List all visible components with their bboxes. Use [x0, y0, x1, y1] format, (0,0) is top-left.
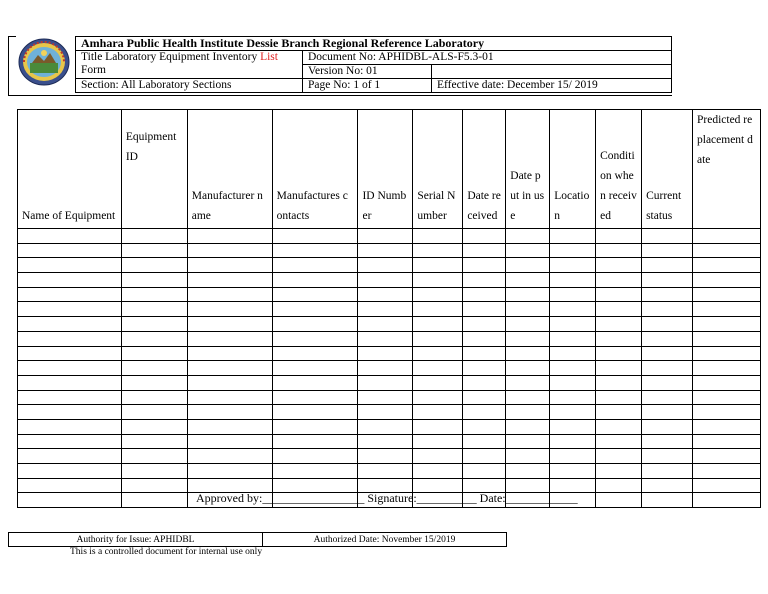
table-cell[interactable] [413, 405, 463, 420]
table-cell[interactable] [463, 434, 506, 449]
table-cell[interactable] [413, 434, 463, 449]
table-cell[interactable] [693, 317, 761, 332]
table-cell[interactable] [550, 243, 596, 258]
table-cell[interactable] [358, 258, 413, 273]
table-cell[interactable] [358, 390, 413, 405]
table-cell[interactable] [506, 375, 550, 390]
col-id-number: ID Number [358, 110, 413, 229]
table-cell[interactable] [463, 449, 506, 464]
table-cell[interactable] [358, 229, 413, 244]
table-cell[interactable] [463, 390, 506, 405]
table-cell[interactable] [121, 229, 187, 244]
table-cell[interactable] [642, 229, 693, 244]
table-cell[interactable] [358, 273, 413, 288]
table-cell[interactable] [413, 419, 463, 434]
table-cell[interactable] [187, 449, 272, 464]
table-cell[interactable] [506, 331, 550, 346]
table-cell[interactable] [18, 229, 122, 244]
table-cell[interactable] [550, 390, 596, 405]
table-cell[interactable] [358, 434, 413, 449]
table-cell[interactable] [413, 243, 463, 258]
table-cell[interactable] [642, 464, 693, 479]
table-cell[interactable] [642, 331, 693, 346]
table-cell[interactable] [187, 317, 272, 332]
table-cell[interactable] [693, 273, 761, 288]
authorized-date: Authorized Date: November 15/2019 [263, 533, 507, 547]
table-cell[interactable] [596, 361, 642, 376]
table-cell[interactable] [272, 243, 358, 258]
table-cell[interactable] [187, 464, 272, 479]
table-cell[interactable] [506, 243, 550, 258]
table-cell[interactable] [18, 405, 122, 420]
table-cell[interactable] [693, 258, 761, 273]
authority-for-issue: Authority for Issue: APHIDBL [9, 533, 263, 547]
table-cell[interactable] [596, 478, 642, 493]
table-cell[interactable] [358, 449, 413, 464]
table-cell[interactable] [506, 449, 550, 464]
table-row [18, 258, 761, 273]
table-cell[interactable] [596, 405, 642, 420]
table-cell[interactable] [413, 361, 463, 376]
table-cell[interactable] [693, 449, 761, 464]
section-label: Section: All Laboratory Sections [76, 79, 303, 93]
table-cell[interactable] [272, 229, 358, 244]
col-manufacturer-name: Manufacturer name [187, 110, 272, 229]
table-cell[interactable] [121, 331, 187, 346]
table-cell[interactable] [550, 287, 596, 302]
table-cell[interactable] [358, 419, 413, 434]
table-cell[interactable] [18, 419, 122, 434]
table-cell[interactable] [121, 405, 187, 420]
table-cell[interactable] [358, 317, 413, 332]
table-cell[interactable] [121, 317, 187, 332]
table-cell[interactable] [642, 390, 693, 405]
table-cell[interactable] [121, 390, 187, 405]
table-cell[interactable] [121, 375, 187, 390]
table-cell[interactable] [272, 346, 358, 361]
table-row [18, 243, 761, 258]
table-cell[interactable] [550, 464, 596, 479]
table-row [18, 449, 761, 464]
col-current-status: Current status [642, 110, 693, 229]
table-cell[interactable] [693, 287, 761, 302]
table-cell[interactable] [18, 302, 122, 317]
table-cell[interactable] [550, 434, 596, 449]
version-blank-cell [432, 65, 672, 79]
table-cell[interactable] [272, 258, 358, 273]
table-cell[interactable] [121, 493, 187, 508]
table-cell[interactable] [463, 361, 506, 376]
table-cell[interactable] [693, 493, 761, 508]
table-cell[interactable] [121, 419, 187, 434]
table-cell[interactable] [272, 375, 358, 390]
table-cell[interactable] [272, 361, 358, 376]
table-cell[interactable] [642, 243, 693, 258]
table-cell[interactable] [596, 229, 642, 244]
table-cell[interactable] [642, 493, 693, 508]
table-cell[interactable] [358, 331, 413, 346]
table-cell[interactable] [642, 478, 693, 493]
table-cell[interactable] [187, 302, 272, 317]
table-cell[interactable] [596, 317, 642, 332]
table-cell[interactable] [121, 287, 187, 302]
table-cell[interactable] [596, 449, 642, 464]
table-cell[interactable] [187, 258, 272, 273]
form-title-highlight: List [260, 51, 278, 63]
table-cell[interactable] [693, 361, 761, 376]
table-cell[interactable] [506, 419, 550, 434]
table-cell[interactable] [187, 405, 272, 420]
table-cell[interactable] [550, 273, 596, 288]
header-frame-bottom [8, 95, 672, 96]
table-cell[interactable] [18, 493, 122, 508]
document-number: Document No: APHIDBL-ALS-F5.3-01 [303, 51, 672, 65]
table-cell[interactable] [463, 346, 506, 361]
table-cell[interactable] [463, 229, 506, 244]
table-cell[interactable] [550, 405, 596, 420]
table-cell[interactable] [121, 361, 187, 376]
table-cell[interactable] [18, 317, 122, 332]
table-cell[interactable] [693, 478, 761, 493]
table-cell[interactable] [596, 258, 642, 273]
table-cell[interactable] [693, 464, 761, 479]
table-cell[interactable] [642, 317, 693, 332]
table-cell[interactable] [187, 243, 272, 258]
table-cell[interactable] [642, 346, 693, 361]
table-cell[interactable] [550, 346, 596, 361]
table-cell[interactable] [413, 273, 463, 288]
table-cell[interactable] [413, 302, 463, 317]
table-cell[interactable] [413, 464, 463, 479]
table-cell[interactable] [18, 390, 122, 405]
controlled-document-note: This is a controlled document for internal use only [70, 547, 263, 557]
table-cell[interactable] [358, 243, 413, 258]
col-predicted-replacement-date: Predicted replacement date [693, 110, 761, 229]
table-cell[interactable] [642, 287, 693, 302]
table-row [18, 361, 761, 376]
form-title-line2: Form [81, 64, 106, 76]
col-date-received: Date received [463, 110, 506, 229]
table-row [18, 229, 761, 244]
table-cell[interactable] [187, 229, 272, 244]
table-cell[interactable] [272, 331, 358, 346]
table-cell[interactable] [121, 302, 187, 317]
table-cell[interactable] [413, 317, 463, 332]
table-cell[interactable] [506, 464, 550, 479]
table-cell[interactable] [596, 375, 642, 390]
effective-date: Effective date: December 15/ 2019 [432, 79, 672, 93]
table-row [18, 346, 761, 361]
col-name-of-equipment: Name of Equipment [18, 110, 122, 229]
table-cell[interactable] [358, 464, 413, 479]
table-cell[interactable] [463, 375, 506, 390]
table-cell[interactable] [506, 287, 550, 302]
table-cell[interactable] [642, 273, 693, 288]
col-serial-number: Serial Number [413, 110, 463, 229]
table-cell[interactable] [272, 273, 358, 288]
table-cell[interactable] [506, 390, 550, 405]
table-cell[interactable] [358, 302, 413, 317]
table-cell[interactable] [693, 405, 761, 420]
table-cell[interactable] [506, 361, 550, 376]
table-cell[interactable] [272, 287, 358, 302]
table-cell[interactable] [358, 361, 413, 376]
table-cell[interactable] [463, 243, 506, 258]
table-cell[interactable] [358, 375, 413, 390]
table-row [18, 287, 761, 302]
table-cell[interactable] [596, 273, 642, 288]
table-cell[interactable] [506, 405, 550, 420]
table-cell[interactable] [693, 390, 761, 405]
table-row [18, 390, 761, 405]
table-cell[interactable] [187, 287, 272, 302]
table-cell[interactable] [187, 375, 272, 390]
table-cell[interactable] [550, 317, 596, 332]
table-cell[interactable] [506, 258, 550, 273]
equipment-inventory-table [17, 109, 761, 508]
table-cell[interactable] [463, 464, 506, 479]
table-cell[interactable] [18, 258, 122, 273]
inventory-header-row [18, 110, 761, 229]
table-cell[interactable] [272, 434, 358, 449]
table-cell[interactable] [550, 229, 596, 244]
table-cell[interactable] [121, 346, 187, 361]
table-cell[interactable] [18, 375, 122, 390]
table-cell[interactable] [18, 346, 122, 361]
col-condition-when-received: Condition when received [596, 110, 642, 229]
table-cell[interactable] [693, 243, 761, 258]
table-cell[interactable] [18, 331, 122, 346]
table-cell[interactable] [187, 361, 272, 376]
footer-table [8, 532, 507, 547]
table-cell[interactable] [121, 243, 187, 258]
table-row [18, 464, 761, 479]
table-cell[interactable] [18, 287, 122, 302]
table-row [18, 302, 761, 317]
col-equipment-id: Equipment ID [121, 110, 187, 229]
table-cell[interactable] [596, 346, 642, 361]
table-cell[interactable] [463, 273, 506, 288]
table-cell[interactable] [463, 331, 506, 346]
table-cell[interactable] [596, 419, 642, 434]
table-cell[interactable] [693, 346, 761, 361]
table-cell[interactable] [18, 478, 122, 493]
table-cell[interactable] [187, 390, 272, 405]
table-cell[interactable] [121, 464, 187, 479]
table-cell[interactable] [18, 273, 122, 288]
table-cell[interactable] [358, 287, 413, 302]
table-row [18, 419, 761, 434]
table-cell[interactable] [642, 258, 693, 273]
table-cell[interactable] [506, 317, 550, 332]
table-cell[interactable] [413, 346, 463, 361]
table-cell[interactable] [550, 258, 596, 273]
table-cell[interactable] [642, 434, 693, 449]
table-cell[interactable] [187, 346, 272, 361]
table-cell[interactable] [642, 419, 693, 434]
table-cell[interactable] [596, 331, 642, 346]
table-cell[interactable] [187, 434, 272, 449]
table-cell[interactable] [18, 361, 122, 376]
table-cell[interactable] [187, 331, 272, 346]
table-cell[interactable] [463, 302, 506, 317]
table-cell[interactable] [187, 273, 272, 288]
institute-seal-logo [16, 37, 72, 87]
table-cell[interactable] [272, 302, 358, 317]
table-cell[interactable] [693, 229, 761, 244]
table-cell[interactable] [18, 464, 122, 479]
table-cell[interactable] [642, 375, 693, 390]
table-cell[interactable] [272, 419, 358, 434]
table-cell[interactable] [550, 419, 596, 434]
approval-line: Approved by:_________________ Signature:__________ Date:____________ [196, 491, 578, 505]
table-cell[interactable] [463, 258, 506, 273]
institute-name: Amhara Public Health Institute Dessie Branch Regional Reference Laboratory [76, 37, 672, 51]
table-cell[interactable] [550, 331, 596, 346]
table-cell[interactable] [596, 390, 642, 405]
table-cell[interactable] [596, 434, 642, 449]
table-cell[interactable] [18, 243, 122, 258]
table-cell[interactable] [272, 464, 358, 479]
table-cell[interactable] [272, 449, 358, 464]
table-cell[interactable] [272, 390, 358, 405]
table-cell[interactable] [642, 449, 693, 464]
table-cell[interactable] [187, 419, 272, 434]
table-cell[interactable] [506, 273, 550, 288]
table-cell[interactable] [693, 331, 761, 346]
table-cell[interactable] [18, 449, 122, 464]
table-cell[interactable] [550, 361, 596, 376]
table-cell[interactable] [506, 229, 550, 244]
table-cell[interactable] [693, 419, 761, 434]
table-cell[interactable] [596, 493, 642, 508]
table-cell[interactable] [358, 405, 413, 420]
version-number: Version No: 01 [303, 65, 432, 79]
table-cell[interactable] [506, 434, 550, 449]
col-manufactures-contacts: Manufactures contacts [272, 110, 358, 229]
table-cell[interactable] [121, 478, 187, 493]
table-cell[interactable] [463, 405, 506, 420]
table-cell[interactable] [463, 317, 506, 332]
table-cell[interactable] [642, 361, 693, 376]
col-location: Location [550, 110, 596, 229]
header-frame-left [8, 36, 9, 96]
table-cell[interactable] [121, 434, 187, 449]
table-cell[interactable] [463, 419, 506, 434]
table-cell[interactable] [506, 346, 550, 361]
table-cell[interactable] [596, 243, 642, 258]
table-cell[interactable] [596, 464, 642, 479]
table-cell[interactable] [693, 302, 761, 317]
table-cell[interactable] [18, 434, 122, 449]
table-cell[interactable] [506, 302, 550, 317]
table-cell[interactable] [413, 331, 463, 346]
table-row [18, 405, 761, 420]
table-cell[interactable] [413, 258, 463, 273]
table-cell[interactable] [413, 229, 463, 244]
table-cell[interactable] [121, 273, 187, 288]
table-cell[interactable] [413, 390, 463, 405]
table-row [18, 317, 761, 332]
table-cell[interactable] [693, 434, 761, 449]
table-cell[interactable] [596, 302, 642, 317]
table-cell[interactable] [596, 287, 642, 302]
table-cell[interactable] [642, 405, 693, 420]
table-cell[interactable] [550, 302, 596, 317]
table-cell[interactable] [550, 449, 596, 464]
table-row [18, 331, 761, 346]
table-cell[interactable] [413, 287, 463, 302]
table-cell[interactable] [693, 375, 761, 390]
table-row [18, 375, 761, 390]
table-cell[interactable] [121, 258, 187, 273]
table-cell[interactable] [642, 302, 693, 317]
page-number: Page No: 1 of 1 [303, 79, 432, 93]
table-cell[interactable] [358, 346, 413, 361]
form-title-prefix: Title Laboratory Equipment Inventory [81, 51, 261, 63]
form-title [76, 51, 303, 79]
document-header-table [75, 36, 672, 93]
table-cell[interactable] [413, 449, 463, 464]
col-date-put-in-use: Date put in use [506, 110, 550, 229]
table-cell[interactable] [121, 449, 187, 464]
table-cell[interactable] [272, 317, 358, 332]
table-row [18, 434, 761, 449]
table-row [18, 273, 761, 288]
inventory-body [18, 229, 761, 508]
table-cell[interactable] [413, 375, 463, 390]
table-cell[interactable] [550, 375, 596, 390]
table-cell[interactable] [272, 405, 358, 420]
header-frame-top [8, 36, 16, 37]
table-cell[interactable] [463, 287, 506, 302]
